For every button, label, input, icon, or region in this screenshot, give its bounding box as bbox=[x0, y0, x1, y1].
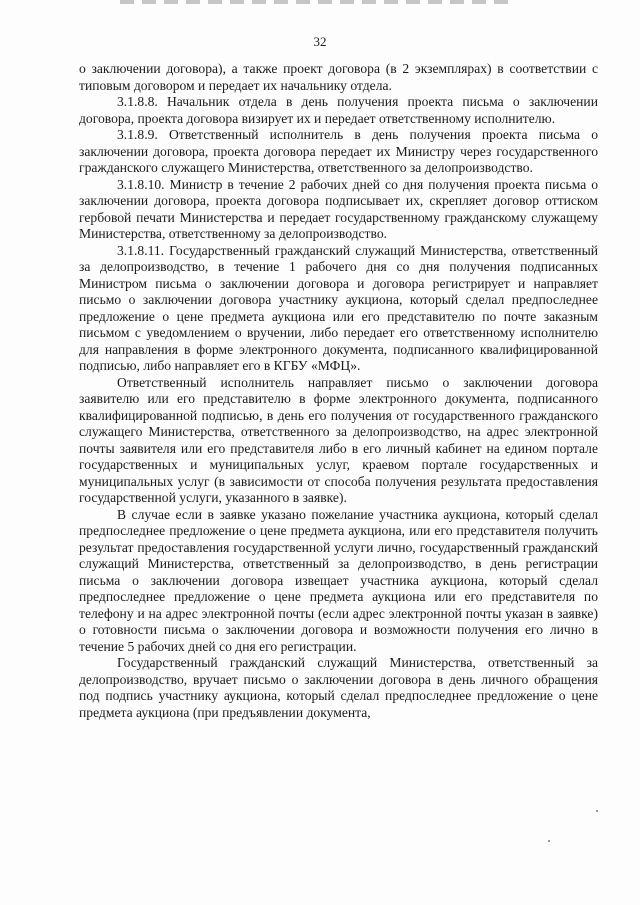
paragraph-hand-delivery: Государственный гражданский служащий Министерства, ответственный за делопроизводство, вручает письмо о заключении договора в день личного обращения под подпись участнику аукциона, который сделал предпоследнее предложение о цене предмета аукциона (при предъявлении документа, bbox=[79, 655, 598, 720]
scan-speck bbox=[548, 840, 550, 842]
paragraph-executor-sends-letter: Ответственный исполнитель направляет письмо о заключении договора заявителю или его представителю в форме электронного документа, подписанного квалифицированной подписью, в день его получения от государственного гражданского служащего Министерства, ответственного за делопроизводство, на адрес электронной почты заявителя или его представителя либо в его личный кабинет на едином портале государственных и муниципальных услуг, краевом портале государственных и муниципальных услуг (в зависимости от способа получения результата предоставления государственной услуги, указанного в заявке). bbox=[79, 374, 598, 505]
paragraph-personal-receipt: В случае если в заявке указано пожелание участника аукциона, который сделал предпоследнее предложение о цене предмета аукциона, или его представителя получить результат предоставления государственной услуги лично, государственный гражданский служащий Министерства, ответственный за делопроизводство, в день регистрации письма о заключении договора извещает участника аукциона, который сделал предпоследнее предложение о цене предмета аукциона или его представителя по телефону и на адрес электронной почты (если адрес электронной почты указан в заявке) о готовности письма о заключении договора и возможности получения его лично в течение 5 рабочих дней со дня его регистрации. bbox=[79, 506, 598, 654]
paragraph-3-1-8-10: 3.1.8.10. Министр в течение 2 рабочих дней со дня получения проекта письма о заключении договора, проекта договора подписывает их, скрепляет договор оттиском гербовой печати Министерства и передает государственному гражданскому служащему Министерства, ответственному за делопроизводство. bbox=[79, 176, 598, 241]
paragraph-3-1-8-8: 3.1.8.8. Начальник отдела в день получения проекта письма о заключении договора, проекта договора визирует их и передает ответственному исполнителю. bbox=[79, 94, 598, 126]
paragraph-continuation: о заключении договора), а также проект договора (в 2 экземплярах) в соответствии с типовым договором и передает их начальнику отдела. bbox=[79, 61, 598, 93]
scan-speck bbox=[596, 810, 598, 812]
page-number: 32 bbox=[313, 34, 327, 49]
document-body bbox=[79, 61, 598, 721]
scan-artifact bbox=[120, 0, 510, 4]
paragraph-3-1-8-9: 3.1.8.9. Ответственный исполнитель в день получения проекта письма о заключении договора, проекта договора передает их Министру через государственного гражданского служащего Министерства, ответственного за делопроизводство. bbox=[79, 127, 598, 175]
paragraph-3-1-8-11: 3.1.8.11. Государственный гражданский служащий Министерства, ответственный за делопроизводство, в течение 1 рабочего дня со дня получения подписанных Министром письма о заключении договора и договора регистрирует и направляет письмо о заключении договора участнику аукциона, который сделал предпоследнее предложение о цене предмета аукциона или его представителю по почте заказным письмом с уведомлением о вручении, либо передает его ответственному исполнителю для направления в форме электронного документа, подписанного квалифицированной подписью, либо направляет его в КГБУ «МФЦ». bbox=[79, 242, 598, 373]
